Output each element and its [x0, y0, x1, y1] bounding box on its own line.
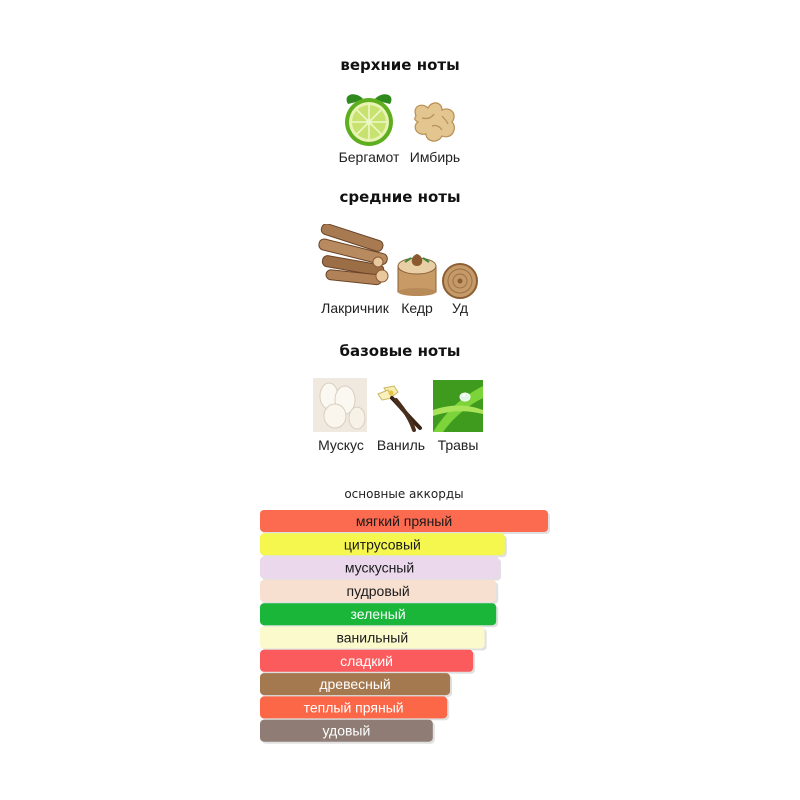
accord-bar-group	[260, 533, 507, 557]
accord-bar-group	[260, 557, 501, 581]
note-label: Ваниль	[376, 437, 426, 453]
accord-bar-group	[260, 627, 487, 651]
note-label: Травы	[437, 437, 479, 453]
accord-bar-label: древесный	[319, 676, 391, 693]
accord-bar-group	[260, 650, 475, 674]
note-label: Кедр	[401, 300, 433, 316]
section-title-middle: средние ноты	[339, 188, 461, 206]
accord-bar-group	[260, 696, 449, 720]
accord-bar-label: удовый	[322, 722, 371, 739]
accord-bar-group	[260, 580, 498, 604]
note-label: Уд	[452, 300, 468, 316]
accord-bar-label: теплый пряный	[303, 699, 404, 716]
accord-bar-label: зеленый	[350, 606, 406, 623]
accord-bar-label: пудровый	[346, 582, 410, 599]
accord-bar-group	[260, 603, 498, 627]
accord-bar-label: цитрусовый	[343, 536, 421, 553]
accord-bar-group	[260, 720, 435, 744]
note-label: Мускус	[318, 437, 364, 453]
note-label: Лакричник	[321, 300, 389, 316]
accord-bar-label: сладкий	[340, 652, 394, 669]
section-title-top: верхние ноты	[340, 56, 460, 74]
accord-bar-group	[260, 673, 452, 697]
accord-bar-label: мягкий пряный	[355, 513, 453, 529]
chart-title: основные аккорды	[344, 487, 464, 501]
accord-bar-group	[260, 510, 550, 534]
section-title-base: базовые ноты	[339, 342, 461, 360]
note-label: Бергамот	[338, 149, 400, 165]
note-label: Имбирь	[409, 149, 461, 165]
accord-bar-label: мускусный	[344, 559, 415, 576]
accord-bar-label: ванильный	[336, 629, 409, 646]
